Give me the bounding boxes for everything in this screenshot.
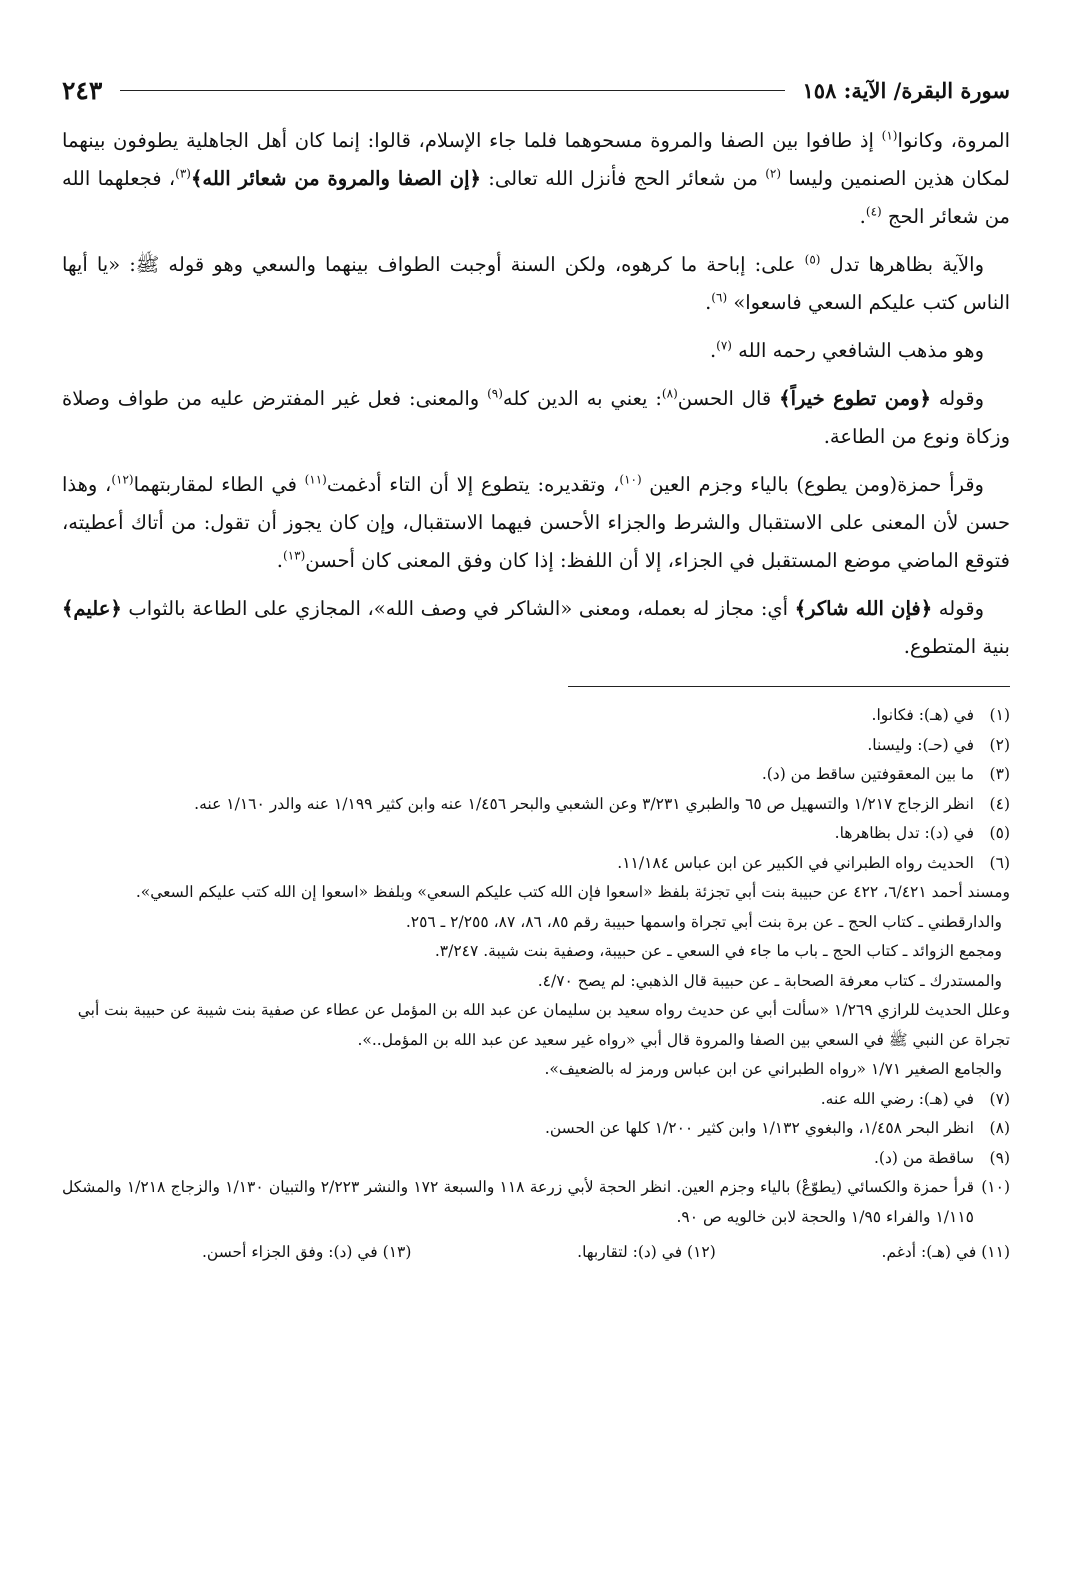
footnote-ref: (٢)	[765, 166, 782, 181]
footnote-3	[62, 760, 1010, 790]
text-run: .	[276, 549, 283, 572]
footnote-ref: (٨)	[661, 386, 678, 401]
footnote-text: في (هـ): فكانوا.	[871, 706, 974, 724]
paragraph-3	[62, 332, 1010, 370]
footnote-number: (٩)	[989, 1148, 1010, 1167]
text-run: ، فجعلهما الله من شعائر الحج	[62, 167, 1010, 228]
footnote-ref: (٤)	[865, 204, 882, 219]
footnote-6-source-ahmad: ومسند أحمد ٦/٤٢١، ٤٢٢ عن حبيبة بنت أبي تجزئة بلفظ «اسعوا فإن الله كتب عليكم السعي» وبلفظ «اسعوا إن الله كتب عليكم السعي».	[135, 883, 1010, 901]
footnote-number: (٣)	[989, 765, 1010, 783]
footnote-ref: (٦)	[711, 290, 728, 305]
footnote-text: ما بين المعقوفتين ساقط من (د).	[761, 765, 974, 783]
footnote-5	[62, 819, 1010, 849]
footnote-text: في (د): تدل بظاهرها.	[834, 824, 974, 842]
text-run: إذ طافوا بين الصفا والمروة مسحوهما فلما جاء الإسلام، قالوا: إنما كان أهل الجاهلية يطوفون بينهما لمكان هذين الصنمين وليسا	[62, 129, 1011, 190]
surah-title: سورة البقرة/ الآية: ١٥٨	[802, 77, 1010, 103]
footnote-text: انظر البحر ١/٤٥٨، والبغوي ١/١٣٢ وابن كثير ١/٢٠٠ كلها عن الحسن.	[544, 1119, 974, 1137]
footnote-text: انظر الزجاج ١/٢١٧ والتسهيل ص ٦٥ والطبري ٣/٢٣١ وعن الشعبي والبحر ١/٤٥٦ عنه وابن كثير ١/١٩٩ عنه والدر ١/١٦٠ عنه.	[194, 794, 974, 813]
footnote-ref: (١٢)	[111, 472, 134, 487]
footnote-text: ساقطة من (د).	[873, 1148, 974, 1167]
footnote-4	[62, 790, 1010, 820]
footnote-11: (١١) في (هـ): أدغم.	[881, 1243, 1010, 1261]
footnote-8	[62, 1114, 1010, 1144]
footnote-number: (٥)	[989, 824, 1010, 842]
footnote-number: (١٠)	[981, 1178, 1010, 1196]
footnotes	[62, 701, 1010, 1268]
footnote-6	[62, 849, 1010, 879]
text-run: .	[709, 339, 717, 362]
footnote-ref: (٩)	[487, 386, 503, 401]
text-run: من شعائر الحج فأنزل الله تعالى:	[480, 167, 766, 190]
footnote-number: (٤)	[989, 794, 1010, 813]
footnote-ref: (٥)	[804, 252, 821, 267]
footnote-6-source-zawaid: ومجمع الزوائد ـ كتاب الحج ـ باب ما جاء في السعي ـ عن حبيبة، وصفية بنت شيبة. ٣/٢٤٧.	[434, 942, 1002, 960]
text-run: : يعني به الدين كله	[502, 387, 662, 410]
quran-quote: ﴿إن الصفا والمروة من شعائر الله﴾	[190, 167, 481, 190]
footnote-9	[62, 1144, 1010, 1174]
footnote-text: قرأ حمزة والكسائي (يطوّعْ) بالياء وجزم العين. انظر الحجة لأبي زرعة ١١٨ والسبعة ١٧٢ والنشر ٢/٢٢٣ والتبيان ١/١٣٠ والزجاج ١/٢١٨ والمشكل ١/١١٥ والفراء ١/٩٥ والحجة لابن خالويه ص ٩٠.	[62, 1178, 974, 1226]
page-header	[62, 70, 1010, 110]
paragraph-5	[62, 466, 1010, 580]
text-run: المروة، وكانوا	[897, 129, 1010, 152]
footnote-text: الحديث رواه الطبراني في الكبير عن ابن عباس ١١/١٨٤.	[617, 853, 974, 872]
footnote-7	[62, 1085, 1010, 1115]
page-number: ٢٤٣	[62, 75, 103, 105]
footnote-ref: (١١)	[304, 472, 327, 487]
footnote-12: (١٢) في (د): لتقاربها.	[577, 1243, 716, 1261]
main-text	[62, 122, 1010, 666]
footnote-number: (٢)	[989, 735, 1010, 754]
text-run: وقرأ حمزة(ومن يطوع) بالياء وجزم العين	[641, 473, 984, 496]
footnote-number: (٦)	[989, 853, 1010, 872]
footnote-6-source-jami: والجامع الصغير ١/٧١ «رواه الطبراني عن ابن عباس ورمز له بالضعيف».	[544, 1060, 1002, 1078]
footnote-separator	[568, 686, 1010, 687]
paragraph-4	[62, 380, 1010, 456]
quran-quote: ﴿فإن الله شاكر﴾	[794, 597, 933, 620]
footnote-ref: (١٠)	[619, 472, 642, 487]
footnote-10	[62, 1173, 1010, 1232]
footnote-6-source-ilal: وعلل الحديث للرازي ١/٢٦٩ «سألت أبي عن حديث رواه سعيد بن سليمان عن عبد الله بن المؤمل عن عطاء عن صفية بنت شيبة عن حبيبة بنت أبي تجراة عن النبي ﷺ في السعي بين الصفا والمروة قال أبي «رواه غير سعيد عن عبد الله بن المؤمل..».	[77, 1001, 1010, 1049]
page	[62, 70, 1010, 1268]
footnote-13: (١٣) في (د): وفق الجزاء أحسن.	[202, 1243, 412, 1261]
footnote-ref: (١٣)	[283, 548, 306, 563]
text-run: وهو مذهب الشافعي رحمه الله	[731, 339, 984, 362]
footnote-ref: (١)	[881, 128, 898, 143]
quran-quote: ﴿عليم﴾	[62, 597, 122, 620]
text-run: ، وهذا حسن لأن المعنى على الاستقبال والشرط والجزاء الأحسن فيهما الاستقبال، وإن كان يجوز أن تقول: من أتاك أعطيته، فتوقع الماضي موضع المستقبل في الجزاء، إلا أن اللفظ: إذا كان وفق المعنى كان أحسن	[62, 473, 1010, 572]
text-run: وقوله	[932, 597, 984, 620]
footnote-ref: (٧)	[716, 338, 732, 353]
footnote-number: (١)	[989, 706, 1010, 724]
footnote-1	[62, 701, 1010, 731]
paragraph-1	[62, 122, 1010, 236]
footnote-number: (٧)	[989, 1089, 1010, 1108]
text-run: بنية المتطوع.	[903, 635, 1010, 658]
text-run: .	[705, 291, 712, 314]
footnote-2	[62, 731, 1010, 761]
text-run: في الطاء لمقاربتهما	[133, 473, 305, 496]
text-run: على: إباحة ما كرهوه، ولكن السنة أوجبت الطواف بينهما والسعي وهو قوله ﷺ: «يا أيها الناس كتب عليكم السعي فاسعوا»	[62, 253, 1010, 314]
text-run: قال الحسن	[677, 387, 780, 410]
footnote-text: في (حـ): وليسنا.	[867, 735, 974, 754]
footnote-6-source-mustadrak: والمستدرك ـ كتاب معرفة الصحابة ـ عن حبيبة قال الذهبي: لم يصح ٤/٧٠.	[537, 971, 1002, 990]
quran-quote: ﴿ومن تطوع خيراً﴾	[779, 387, 931, 410]
header-rule	[120, 90, 784, 91]
text-run: .	[859, 205, 866, 228]
text-run: والمعنى: فعل غير المفترض عليه من طواف وصلاة وزكاة ونوع من الطاعة.	[62, 387, 1010, 448]
paragraph-6	[62, 590, 1010, 666]
paragraph-2	[62, 246, 1010, 322]
footnote-6-source-daraqutni: والدارقطني ـ كتاب الحج ـ عن برة بنت أبي تجراة واسمها حبيبة رقم ٨٥، ٨٦، ٨٧، ٢/٢٥٥ ـ ٢٥٦.	[405, 912, 1002, 931]
footnote-ref: (٣)	[175, 166, 191, 181]
text-run: وقوله	[930, 387, 984, 410]
footnote-text: في (هـ): رضي الله عنه.	[820, 1089, 974, 1108]
footnotes-11-13-row	[62, 1238, 1010, 1268]
text-run: ، وتقديره: يتطوع إلا أن التاء أدغمت	[326, 473, 620, 496]
text-run: أي: مجاز له بعمله، ومعنى «الشاكر في وصف الله»، المجازي على الطاعة بالثواب	[121, 597, 795, 620]
footnote-number: (٨)	[989, 1119, 1010, 1137]
text-run: والآية بظاهرها تدل	[820, 253, 984, 276]
